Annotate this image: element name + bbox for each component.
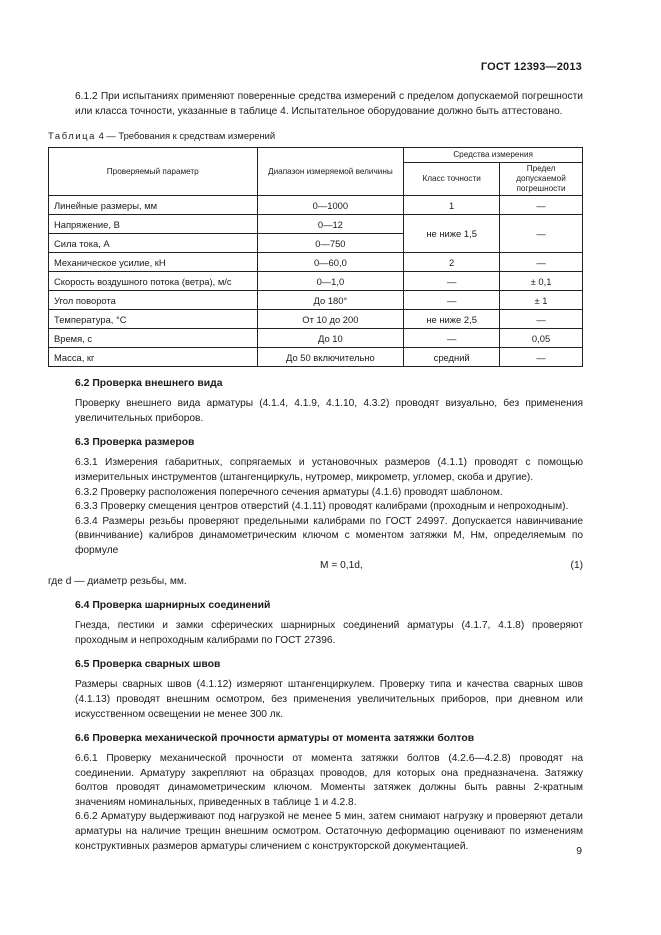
table-row bbox=[49, 348, 583, 367]
cell-error: — bbox=[500, 253, 583, 272]
cell-param: Линейные размеры, мм bbox=[49, 196, 258, 215]
section-title-6-4: 6.4 Проверка шарнирных соединений bbox=[75, 600, 271, 612]
formula-row bbox=[75, 559, 583, 575]
section-title-6-6: 6.6 Проверка механической прочности арматуры от момента затяжки болтов bbox=[75, 733, 475, 745]
cell-range: 0—1000 bbox=[257, 196, 404, 215]
header-param: Проверяемый параметр bbox=[49, 148, 258, 196]
cell-class: 2 bbox=[404, 253, 500, 272]
cell-class: — bbox=[404, 272, 500, 291]
cell-error: ± 0,1 bbox=[500, 272, 583, 291]
cell-param: Угол поворота bbox=[49, 291, 258, 310]
cell-error: — bbox=[500, 310, 583, 329]
paragraph-6-3-4: 6.3.4 Размеры резьбы проверяют предельными калибрами по ГОСТ 24997. Допускается навинчивание (ввинчивание) калибров динамометрическим ключом с моментом затяжки М, Нм, определяемым по формуле bbox=[75, 515, 583, 556]
section-title-6-3: 6.3 Проверка размеров bbox=[75, 437, 195, 449]
header-tools: Средства измерения bbox=[404, 148, 583, 163]
formula-number: (1) bbox=[570, 559, 583, 571]
cell-class: не ниже 1,5 bbox=[404, 215, 500, 253]
cell-error: — bbox=[500, 348, 583, 367]
cell-param: Напряжение, В bbox=[49, 215, 258, 234]
cell-class: средний bbox=[404, 348, 500, 367]
section-title-6-5: 6.5 Проверка сварных швов bbox=[75, 659, 221, 671]
paragraph-6-3-3: 6.3.3 Проверку смещения центров отверстий (4.1.11) проводят калибрами (проходным и непроходным). bbox=[75, 501, 569, 513]
cell-param: Температура, °С bbox=[49, 310, 258, 329]
paragraph-6-3-2: 6.3.2 Проверку расположения поперечного сечения арматуры (4.1.6) проводят шаблоном. bbox=[75, 486, 503, 498]
cell-param: Скорость воздушного потока (ветра), м/с bbox=[49, 272, 258, 291]
cell-param: Масса, кг bbox=[49, 348, 258, 367]
formula: М = 0,1d, bbox=[320, 559, 363, 571]
table-row bbox=[49, 253, 583, 272]
table-row bbox=[49, 291, 583, 310]
table-row bbox=[49, 272, 583, 291]
table-caption-prefix: Таблица bbox=[48, 130, 96, 142]
paragraph-6-6-2: 6.6.2 Арматуру выдерживают под нагрузкой не менее 5 мин, затем снимают нагрузку и проверяют детали арматуры на наличие трещин внешним осмотром. Остаточную деформацию оценивают по изменениям конструктивных размеров арматуры сличением с конструкторской документацией. bbox=[75, 811, 583, 852]
cell-range: До 180° bbox=[257, 291, 404, 310]
cell-range: 0—12 bbox=[257, 215, 404, 234]
paragraph-6-4: Гнезда, пестики и замки сферических шарнирных соединений арматуры (4.1.7, 4.1.8) проверяют проходным и непроходным калибрами по ГОСТ 27396. bbox=[75, 620, 583, 646]
table-row bbox=[49, 310, 583, 329]
paragraph-6-6-1: 6.6.1 Проверку механической прочности от момента затяжки болтов (4.2.6—4.2.8) проводят на соединении. Арматуру закрепляют на образцах проводов, для которых она предназначена. Затяжку болтов проводят динамометрическим ключом. Моменты затяжек должны быть равны 2-кратным значениям номинальных, приведенных в таблице 1 и 4.2.8. bbox=[75, 753, 583, 808]
formula-where: где d — диаметр резьбы, мм. bbox=[48, 575, 187, 587]
page-content bbox=[48, 90, 583, 854]
cell-range: От 10 до 200 bbox=[257, 310, 404, 329]
table-caption-text: 4 — Требования к средствам измерений bbox=[98, 130, 276, 142]
cell-class: — bbox=[404, 291, 500, 310]
cell-param: Сила тока, А bbox=[49, 234, 258, 253]
cell-error: — bbox=[500, 196, 583, 215]
table-row bbox=[49, 215, 583, 234]
section-title-6-2: 6.2 Проверка внешнего вида bbox=[75, 378, 223, 390]
paragraph-6-2: Проверку внешнего вида арматуры (4.1.4, 4.1.9, 4.1.10, 4.3.2) проводят визуально, без применения увеличительных приборов. bbox=[75, 398, 583, 424]
header-error: Предел допускаемой погрешности bbox=[500, 163, 583, 196]
table-row bbox=[49, 196, 583, 215]
cell-error: ± 1 bbox=[500, 291, 583, 310]
header-range: Диапазон измеряемой величины bbox=[257, 148, 404, 196]
cell-error: — bbox=[500, 215, 583, 253]
cell-param: Механическое усилие, кН bbox=[49, 253, 258, 272]
intro-paragraph: 6.1.2 При испытаниях применяют поверенные средства измерений с пределом допускаемой погрешности или класса точности, указанные в таблице 4. Испытательное оборудование должно быть аттестовано. bbox=[75, 91, 583, 117]
table-header-row bbox=[49, 148, 583, 163]
paragraph-6-5: Размеры сварных швов (4.1.12) измеряют штангенциркулем. Проверку типа и качества сварных швов (4.1.13) проводят внешним осмотром, без применения увеличительных приборов, при дневном или искусственном освещении не менее 300 лк. bbox=[75, 679, 583, 720]
page-number: 9 bbox=[576, 846, 582, 857]
cell-range: 0—1,0 bbox=[257, 272, 404, 291]
cell-range: 0—60,0 bbox=[257, 253, 404, 272]
header-class: Класс точности bbox=[404, 163, 500, 196]
cell-range: 0—750 bbox=[257, 234, 404, 253]
table-caption bbox=[48, 130, 583, 141]
cell-range: До 10 bbox=[257, 329, 404, 348]
cell-class: не ниже 2,5 bbox=[404, 310, 500, 329]
paragraph-6-3-1: 6.3.1 Измерения габаритных, сопрягаемых и установочных размеров (4.1.1) проводят с помощью измерительных инструментов (штангенциркуль, нутромер, микрометр, угломер, скоба и другие). bbox=[75, 457, 583, 483]
cell-range: До 50 включительно bbox=[257, 348, 404, 367]
cell-error: 0,05 bbox=[500, 329, 583, 348]
doc-header: ГОСТ 12393—2013 bbox=[480, 61, 582, 73]
cell-class: 1 bbox=[404, 196, 500, 215]
requirements-table bbox=[48, 147, 583, 367]
cell-param: Время, с bbox=[49, 329, 258, 348]
table-row bbox=[49, 329, 583, 348]
cell-class: — bbox=[404, 329, 500, 348]
